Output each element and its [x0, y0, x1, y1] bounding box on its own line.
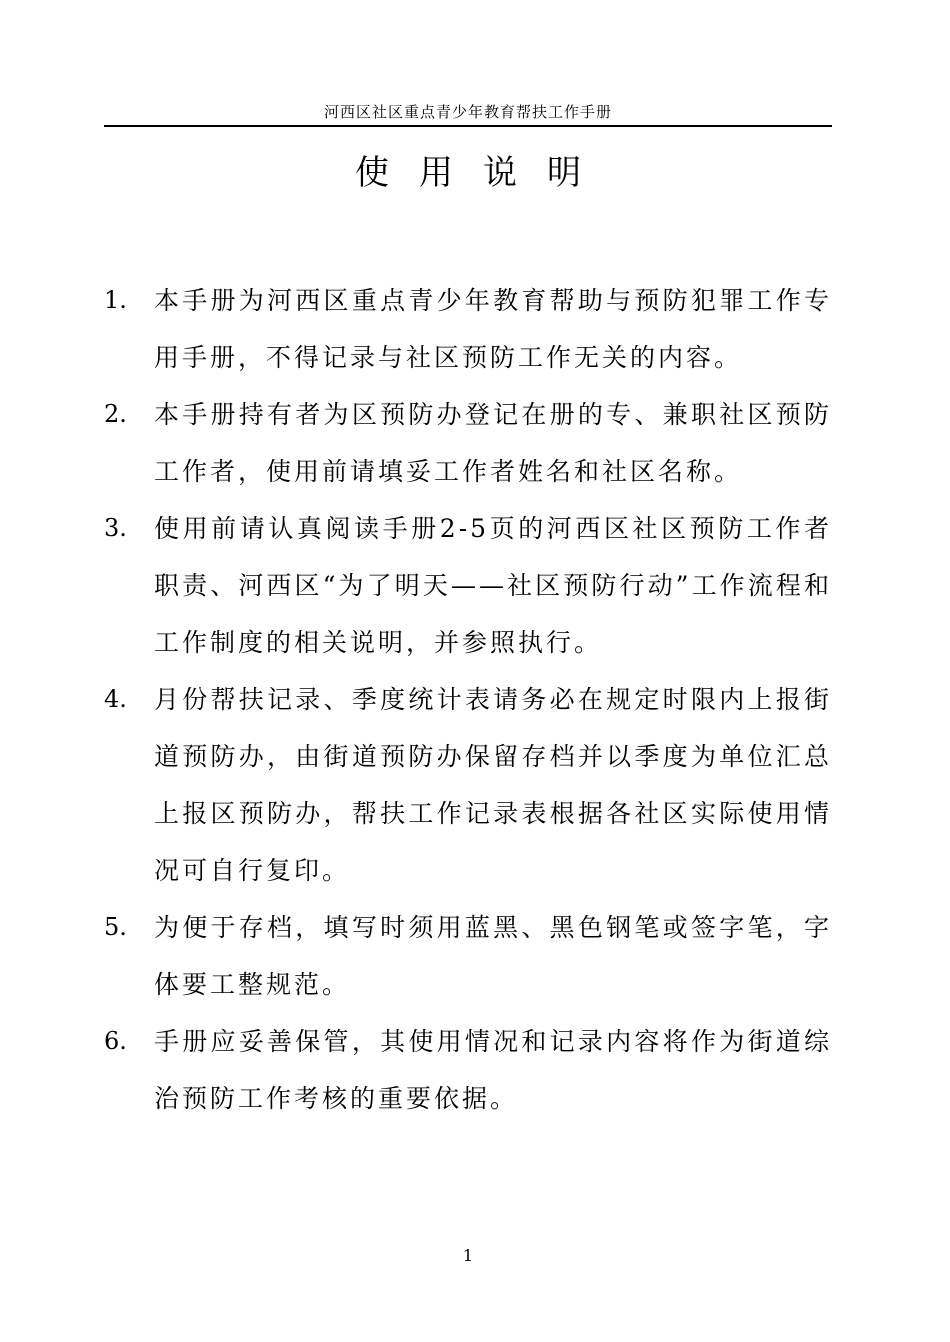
- running-header: 河西区社区重点青少年教育帮扶工作手册: [323, 103, 612, 121]
- page-title: 使用说明: [355, 153, 611, 193]
- list-item: [104, 386, 832, 500]
- instruction-list: [104, 272, 832, 1127]
- list-item-text: 月份帮扶记录、季度统计表请务必在规定时限内上报街道预防办，由街道预防办保留存档并以季度为单位汇总上报区预防办，帮扶工作记录表根据各社区实际使用情况可自行复印。: [154, 685, 832, 885]
- list-item-text: 使用前请认真阅读手册2-5页的河西区社区预防工作者职责、河西区“为了明天——社区预防行动”工作流程和工作制度的相关说明，并参照执行。: [154, 514, 832, 657]
- list-item-number: 4.: [104, 685, 127, 713]
- list-item-number: 5.: [104, 913, 127, 941]
- list-item-number: 6.: [104, 1027, 127, 1055]
- list-item-text: 为便于存档，填写时须用蓝黑、黑色钢笔或签字笔，字体要工整规范。: [154, 913, 832, 999]
- list-item-number: 2.: [104, 400, 127, 428]
- list-item-number: 1.: [104, 286, 127, 314]
- list-item-text: 本手册持有者为区预防办登记在册的专、兼职社区预防工作者，使用前请填妥工作者姓名和社区名称。: [154, 400, 832, 486]
- list-item: [104, 899, 832, 1013]
- list-item-text: 本手册为河西区重点青少年教育帮助与预防犯罪工作专用手册，不得记录与社区预防工作无关的内容。: [154, 286, 832, 372]
- list-item: [104, 1013, 832, 1127]
- header-rule: [104, 125, 832, 127]
- list-item: [104, 272, 832, 386]
- list-item-text: 手册应妥善保管，其使用情况和记录内容将作为街道综治预防工作考核的重要依据。: [154, 1027, 832, 1113]
- page-number: 1: [462, 1246, 474, 1265]
- list-item-number: 3.: [104, 514, 127, 542]
- list-item: [104, 500, 832, 671]
- list-item: [104, 671, 832, 899]
